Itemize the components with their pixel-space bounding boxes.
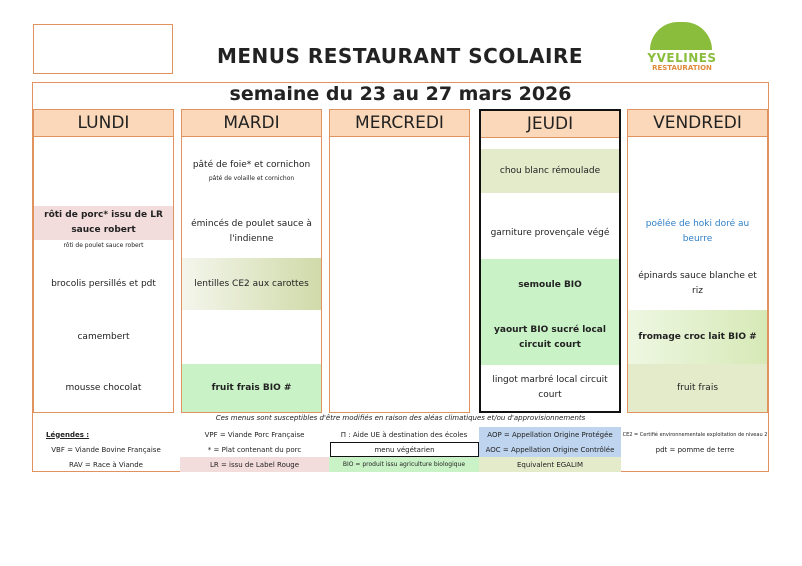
menu-item-text: fromage croc lait BIO #	[638, 331, 757, 342]
page-title: MENUS RESTAURANT SCOLAIRE	[216, 44, 584, 68]
logo-text-2: RESTAURATION	[652, 64, 712, 72]
menu-cell-garniture	[481, 259, 619, 311]
menu-item-text: lentilles CE2 aux carottes	[194, 278, 309, 289]
legend-porc: * = Plat contenant du porc	[207, 445, 302, 454]
menu-cell-plat	[182, 206, 321, 258]
menu-item-text: poêlée de hoki doré au beurre	[645, 219, 750, 244]
menu-item-text: camembert	[77, 331, 130, 342]
menu-cell-plat	[34, 206, 173, 240]
menu-cell-fromage	[481, 311, 619, 365]
menu-cell-dessert	[628, 364, 767, 412]
menu-item-text: émincés de poulet sauce à l'indienne	[191, 219, 312, 244]
menu-item-text: lingot marbré local circuit court	[492, 375, 608, 400]
legend-pdt: pdt = pomme de terre	[655, 445, 735, 454]
menu-cell-fromage	[182, 310, 321, 364]
legend-vegetarien: menu végétarien	[330, 442, 479, 457]
menu-item-subtext: pâté de volaille et cornichon	[208, 174, 295, 182]
menu-item-text: yaourt BIO sucré local circuit court	[494, 325, 606, 350]
menu-item-subtext: rôti de poulet sauce robert	[63, 242, 144, 249]
menu-cell-garniture	[182, 258, 321, 310]
legend-heading: Légendes :	[46, 430, 90, 439]
logo-arc-icon	[650, 22, 712, 50]
menu-item-text: fruit frais	[676, 382, 719, 393]
menu-cell-dessert	[481, 365, 619, 411]
menu-cell-entree	[34, 136, 173, 206]
day-header: LUNDI	[34, 110, 173, 137]
menu-item-text: pâté de foie* et cornichon	[192, 159, 311, 170]
menu-cell-dessert	[34, 364, 173, 412]
legend-ce2: CE2 = Certifié environnementale exploitation de niveau 2	[622, 431, 768, 438]
menu-item-text: fruit frais BIO #	[211, 382, 292, 393]
menu-item-text: semoule BIO	[518, 279, 582, 290]
menu-cell-fromage	[628, 310, 767, 364]
legend-vpf: VPF = Viande Porc Française	[204, 430, 305, 439]
menu-item-text: garniture provençale végé	[490, 227, 610, 238]
day-column-vendredi	[627, 109, 768, 413]
menu-cell-garniture	[628, 258, 767, 310]
menu-cell-entree	[481, 149, 619, 193]
day-column-mardi	[181, 109, 322, 413]
menu-cell-fromage	[34, 310, 173, 364]
menu-item-text: épinards sauce blanche et riz	[638, 271, 757, 296]
legend-vbf: VBF = Viande Bovine Française	[51, 445, 161, 454]
logo-text-1: YVELINES	[647, 51, 717, 65]
legend-label-rouge: LR = issu de Label Rouge	[180, 457, 329, 472]
yvelines-restauration-logo	[632, 14, 732, 74]
menu-cell-entree	[182, 136, 321, 206]
day-column-jeudi	[479, 109, 621, 413]
week-title: semaine du 23 au 27 mars 2026	[229, 83, 572, 105]
menu-cell-garniture	[34, 258, 173, 310]
menu-item-text: chou blanc rémoulade	[499, 165, 601, 176]
day-column-mercredi	[329, 109, 470, 413]
menu-cell-entree	[628, 136, 767, 206]
legend-bio: BIO = produit issu agriculture biologique	[329, 457, 479, 472]
menu-item-text: rôti de porc* issu de LR sauce robert	[44, 210, 163, 235]
legend-rav: RAV = Race à Viande	[69, 460, 143, 469]
day-header: MARDI	[182, 110, 321, 137]
legend-egalim: Equivalent EGALIM	[479, 457, 621, 472]
day-header: MERCREDI	[330, 110, 469, 137]
legend	[32, 427, 769, 473]
menu-cell-plat	[481, 207, 619, 259]
legend-aoc: AOC = Appellation Origine Contrôlée	[479, 442, 621, 457]
menu-item-text: brocolis persillés et pdt	[51, 278, 156, 289]
legend-pi: Π : Aide UE à destination des écoles	[340, 430, 468, 439]
blank-logo-box	[33, 24, 173, 74]
menu-cell-plat	[628, 206, 767, 258]
disclaimer-note: Ces menus sont susceptibles d'être modifiés en raison des aléas climatiques et/ou d'approvisionnements	[215, 414, 586, 422]
day-header: VENDREDI	[628, 110, 767, 137]
day-header: JEUDI	[481, 111, 619, 138]
day-column-lundi	[33, 109, 174, 413]
menu-item-text: mousse chocolat	[65, 382, 142, 393]
legend-aop: AOP = Appellation Origine Protégée	[479, 427, 621, 442]
menu-cell-dessert	[182, 364, 321, 412]
menu-cell-plat-alt	[34, 240, 173, 258]
